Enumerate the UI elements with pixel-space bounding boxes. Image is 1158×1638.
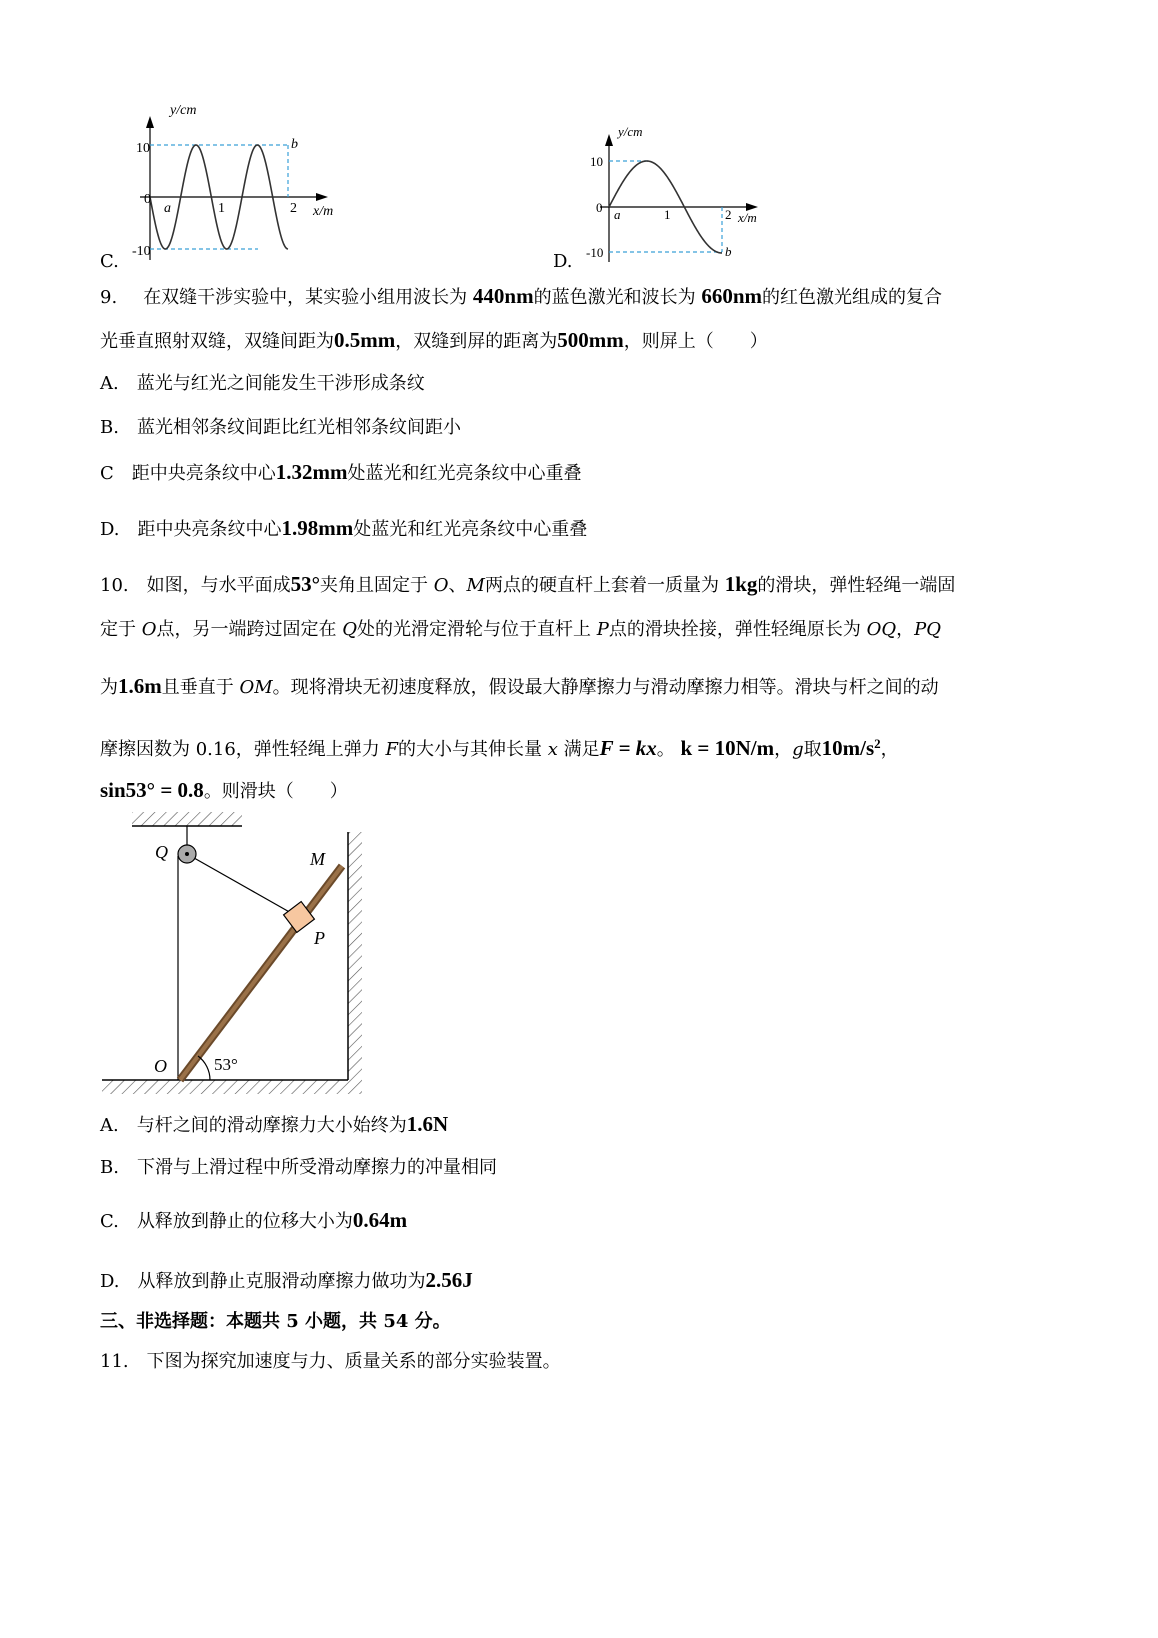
graph-d-point-a: a	[614, 207, 621, 222]
q10-option-c: C. 从释放到静止的位移大小为0.64m	[100, 1208, 408, 1232]
label-angle: 53°	[214, 1055, 238, 1074]
q10-line-3: 为1.6m且垂直于 OM。现将滑块无初速度释放，假设最大静摩擦力与滑动摩擦力相等。滑块与杆之间的动	[100, 674, 939, 698]
q9-number: 9.	[100, 287, 118, 308]
graph-d-tick-1: 1	[664, 207, 671, 222]
graph-c-tick-1: 1	[218, 201, 225, 216]
graph-d-point-b: b	[725, 244, 732, 259]
graph-c-tick-neg10: -10	[132, 244, 151, 259]
graph-c-tick-2: 2	[290, 201, 297, 216]
graph-c	[118, 100, 358, 270]
ceiling	[132, 812, 242, 826]
q10-option-a: A. 与杆之间的滑动摩擦力大小始终为1.6N	[100, 1112, 449, 1136]
graph-d-x-label: x/m	[738, 210, 757, 225]
label-o: O	[154, 1056, 167, 1076]
ground	[102, 1080, 348, 1094]
q9-line-2: 光垂直照射双缝，双缝间距为0.5mm，双缝到屏的距离为500mm，则屏上（ ）	[100, 328, 768, 352]
label-m: M	[310, 849, 325, 869]
graph-c-point-b: b	[291, 137, 298, 152]
graph-d-tick-10: 10	[590, 154, 603, 169]
rope	[180, 850, 300, 918]
q9-option-c: C 距中央亮条纹中心1.32mm处蓝光和红光亮条纹中心重叠	[100, 460, 582, 484]
graph-d-tick-0: 0	[596, 200, 603, 215]
q10-option-d: D. 从释放到静止克服滑动摩擦力做功为2.56J	[100, 1268, 473, 1292]
graph-c-tick-10: 10	[136, 141, 150, 156]
graph-d-y-label: y/cm	[618, 124, 643, 139]
q9-line-1: 9. 在双缝干涉实验中，某实验小组用波长为 440nm的蓝色激光和波长为 660nm的红色激光组成的复合	[100, 284, 943, 308]
graph-c-x-label: x/m	[313, 204, 334, 219]
q10-line-4: 摩擦因数为 0.16，弹性轻绳上弹力 F的大小与其伸长量 x 满足F = kx。 k = 10N/m，g取$10m/s^2$，	[100, 736, 899, 760]
q9-screen-distance: 500mm	[557, 328, 624, 352]
q11-text: 11. 下图为探究加速度与力、质量关系的部分实验装置。	[100, 1351, 561, 1372]
q9-option-a: A. 蓝光与红光之间能发生干涉形成条纹	[100, 373, 425, 394]
label-p: P	[314, 928, 325, 948]
q10-line-2: 定于 O点，另一端跨过固定在 Q处的光滑定滑轮与位于直杆上 P点的滑块拴接，弹性轻绳原长为 OQ，PQ	[100, 619, 941, 640]
option-d-label: D.	[553, 251, 573, 272]
q9-option-b: B. 蓝光相邻条纹间距比红光相邻条纹间距小	[100, 417, 461, 438]
graph-d-tick-2: 2	[725, 207, 732, 222]
section-3-heading: 三、非选择题：本题共 5 小题，共 54 分。	[100, 1311, 451, 1332]
q10-line-5: sin53° = 0.8。则滑块（ ）	[100, 778, 348, 802]
graph-d	[582, 120, 782, 270]
q10-number: 10.	[100, 575, 129, 596]
q10-option-b: B. 下滑与上滑过程中所受滑动摩擦力的冲量相同	[100, 1157, 497, 1178]
label-q: Q	[155, 842, 168, 862]
q10-line-1: 10. 如图，与水平面成53°夹角且固定于 O、M两点的硬直杆上套着一质量为 1kg的滑块，弹性轻绳一端固	[100, 572, 956, 596]
q10-figure	[100, 810, 370, 1100]
wall	[348, 832, 362, 1094]
q9-option-d: D. 距中央亮条纹中心1.98mm处蓝光和红光亮条纹中心重叠	[100, 516, 588, 540]
q9-blue-wavelength: 440nm	[472, 284, 534, 308]
graph-c-y-label: y/cm	[170, 103, 197, 118]
q9-red-wavelength: 660nm	[701, 284, 763, 308]
graph-d-tick-neg10: -10	[586, 245, 604, 260]
option-c-label: C.	[100, 251, 119, 272]
q9-slit-distance: 0.5mm	[334, 328, 396, 352]
graph-c-point-a: a	[164, 201, 171, 216]
graph-c-tick-0: 0	[144, 192, 151, 207]
